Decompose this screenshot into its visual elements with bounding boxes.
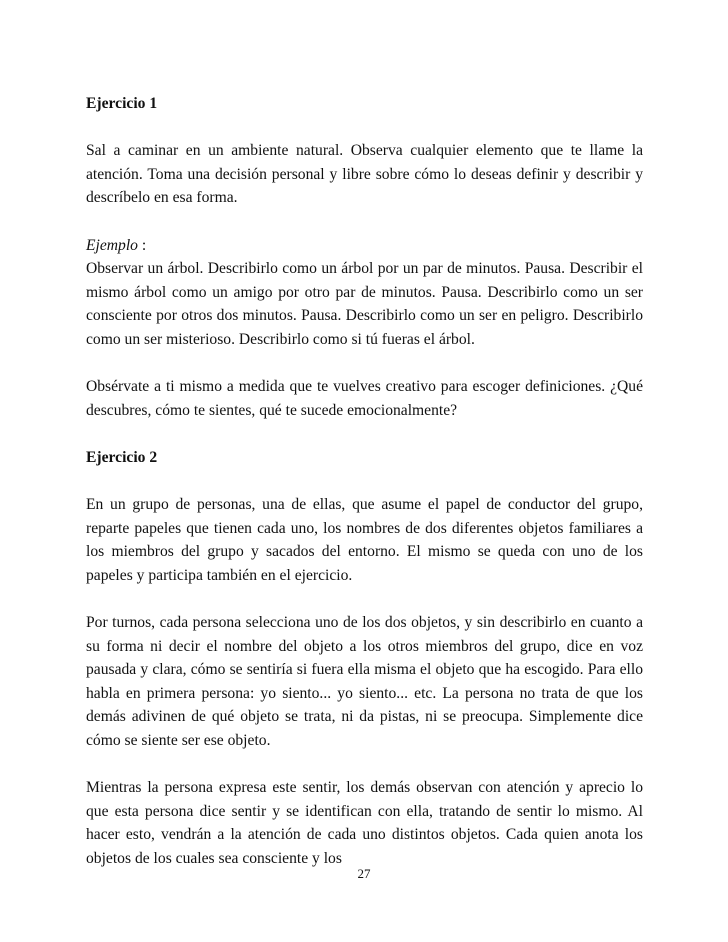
exercise-2-turns: Por turnos, cada persona selecciona uno de los dos objetos, y sin describirlo en cuanto a su forma ni decir el nombre del objeto a los otros miembros del grupo, dice en voz pausada y clara, cómo se sentiría si fuera ella misma el objeto que ha escogido. Para ello habla en primera persona: yo siento... yo siento... etc. La persona no trata de que los demás adivinen de qué objeto se trata, ni da pistas, ni se preocupa. Simplemente dice cómo se siente ser ese objeto.	[86, 614, 643, 750]
page-body	[86, 92, 643, 894]
example-text: Observar un árbol. Describirlo como un árbol por un par de minutos. Pausa. Describir el mismo árbol como un amigo por otro par de minutos. Pausa. Describirlo como un ser consciente por otros dos minutos. Pausa. Describirlo como un ser en peligro. Describirlo como un ser misterioso. Describirlo como si tú fueras el árbol.	[86, 260, 643, 348]
exercise-2-observation: Mientras la persona expresa este sentir, los demás observan con atención y aprecio lo que esta persona dice sentir y se identifican con ella, tratando de sentir lo mismo. Al hacer esto, vendrán a la atención de cada uno distintos objetos. Cada quien anota los objetos de los cuales sea consciente y los	[86, 779, 643, 867]
exercise-2-heading: Ejercicio 2	[86, 448, 158, 466]
exercise-1-reflection: Obsérvate a ti mismo a medida que te vuelves creativo para escoger definiciones. ¿Qué descubres, cómo te sientes, qué te sucede emocionalmente?	[86, 378, 643, 419]
exercise-1-heading: Ejercicio 1	[86, 95, 158, 112]
example-colon: :	[137, 236, 147, 254]
exercise-1-example	[86, 234, 643, 352]
example-label: Ejemplo	[86, 236, 138, 254]
page-number: 27	[357, 866, 371, 881]
exercise-2-setup: En un grupo de personas, una de ellas, que asume el papel de conductor del grupo, reparte papeles que tienen cada uno, los nombres de dos diferentes objetos familiares a los miembros del grupo y sacados del entorno. El mismo se queda con uno de los papeles y participa también en el ejercicio.	[86, 496, 643, 584]
exercise-1-instructions: Sal a caminar en un ambiente natural. Observa cualquier elemento que te llame la atención. Toma una decisión personal y libre sobre cómo lo deseas definir y describir y descríbelo en esa forma.	[86, 142, 643, 207]
